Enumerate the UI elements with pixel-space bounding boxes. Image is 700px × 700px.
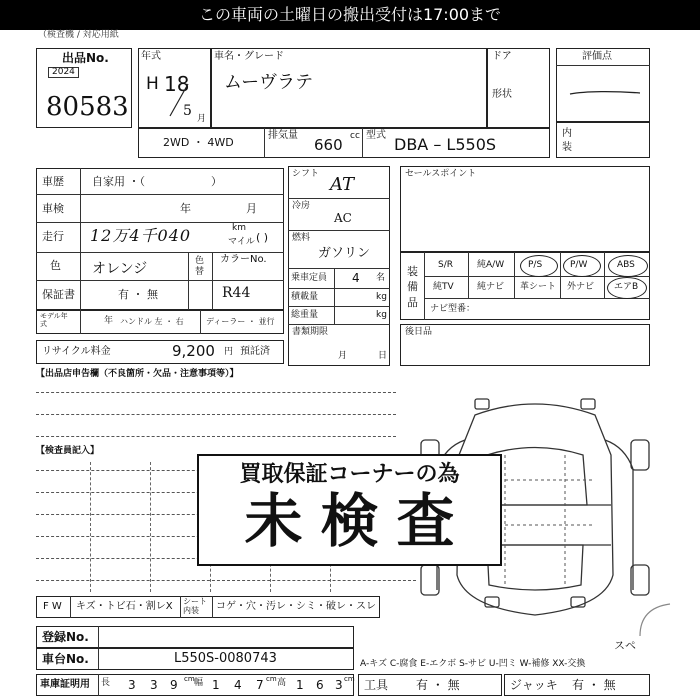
fuel-value: ガソリン	[318, 246, 371, 261]
warranty-value: 有 ・ 無	[118, 288, 158, 301]
inspector-label: 【検査員記入】	[36, 446, 100, 456]
equip-aw: 純A/W	[477, 260, 505, 270]
circle-ps	[520, 255, 558, 277]
cert-v1: 3	[128, 678, 136, 692]
rating-label: 評価点	[582, 51, 612, 62]
mileage-unit-km: km	[232, 223, 246, 233]
cert-u6: cm	[344, 675, 355, 683]
cert-v6: 7	[256, 678, 264, 692]
cert-u4: cm	[266, 675, 277, 683]
model-year-handle: ハンドル 左 ・ 右	[120, 317, 184, 326]
cert-v9: 3	[335, 678, 343, 692]
type-label: 型式	[366, 130, 386, 141]
damage-legend: A-キズ C-腐食 E-エクボ S-サビ U-凹ミ W-補修 XX-交換	[360, 659, 586, 669]
equip-sr: S/R	[438, 260, 453, 270]
weight-unit: kg	[376, 310, 387, 320]
overlay-line2: 未検査	[244, 487, 473, 555]
equip-navi: 純ナビ	[477, 282, 505, 292]
load-label: 積載量	[291, 292, 319, 302]
color-code-label: カラーNo.	[220, 254, 267, 265]
fw-label: F W	[43, 601, 62, 612]
tools-value: 有 ・ 無	[416, 678, 460, 692]
cert-v4: 1	[212, 678, 220, 692]
equipment-label: 装備品	[407, 265, 418, 309]
equip-pw: P/W	[570, 260, 588, 270]
cert-v7: 1	[296, 678, 304, 692]
model-year-year: 年	[104, 316, 114, 326]
recycle-label: リサイクル料金	[42, 346, 111, 357]
weight-label: 総重量	[291, 310, 319, 320]
lot-stamp: 2024	[48, 67, 79, 78]
history-label: 車歴	[42, 175, 64, 188]
equip-leather: 革シート	[520, 282, 557, 292]
cert-v5: 4	[234, 678, 242, 692]
equip-airbag: エアB	[614, 282, 639, 292]
capacity-label: 乗車定員	[291, 273, 328, 283]
recycle-status: 預託済	[240, 346, 270, 357]
recycle-value: 9,200	[172, 342, 215, 360]
overlay-line1: 買取保証コーナーの為	[239, 462, 460, 487]
displacement-label: 排気量	[268, 130, 298, 141]
inspection-month: 月	[246, 202, 257, 215]
banner-text: この車両の土曜日の搬出受付は17:00まで	[198, 5, 502, 24]
lot-number: 80583	[46, 92, 129, 122]
equip-ext-navi: 外ナビ	[567, 282, 595, 292]
capacity-value: 4	[352, 271, 360, 285]
shift-label: シフト	[292, 169, 320, 179]
circle-pw	[563, 255, 601, 277]
doc-deadline-day: 日	[378, 351, 388, 361]
navi-model-label: ナビ型番：	[430, 304, 476, 314]
circle-airbag	[607, 277, 647, 299]
doc-deadline-month: 月	[338, 351, 348, 361]
cert-u1: 長	[101, 678, 111, 688]
inspection-year: 年	[180, 202, 191, 215]
type-value: DBA – L550S	[394, 135, 497, 154]
fw-text: キズ・トビ石・割レX	[76, 601, 173, 612]
shift-value: AT	[330, 174, 355, 195]
lot-label: 出品No.	[62, 51, 109, 65]
shape-label: 形状	[492, 89, 512, 100]
mileage-unit-mile: マイル	[228, 237, 255, 247]
equip-abs: ABS	[617, 260, 635, 270]
seller-declaration-label: 【出品店申告欄（不良箇所・欠品・注意事項等）】	[36, 369, 239, 379]
model-value: ムーヴラテ	[224, 72, 314, 93]
spe-fragment: スペ	[614, 639, 636, 652]
cooler-label: 冷房	[292, 201, 311, 211]
color-code: R44	[222, 285, 251, 301]
equip-ps: P/S	[528, 260, 543, 270]
mileage-label: 走行	[42, 230, 64, 243]
year-value: 18	[164, 72, 190, 96]
displacement-unit: cc	[350, 131, 360, 141]
model-year-label: モデル年式	[40, 312, 68, 328]
warranty-label: 保証書	[42, 288, 75, 301]
model-label: 車名・グレード	[214, 51, 284, 62]
chassis-value: L550S-0080743	[174, 651, 277, 666]
cert-u2: cm	[184, 675, 195, 683]
post-entry-label: 後日品	[405, 327, 433, 337]
interior-label: 内装	[562, 128, 572, 153]
drive-label: 2WD ・ 4WD	[163, 136, 234, 149]
capacity-unit: 名	[376, 273, 386, 283]
cooler-value: AC	[334, 211, 352, 225]
cert-v8: 6	[316, 678, 324, 692]
color-value: オレンジ	[92, 261, 148, 277]
tools-label: 工具	[364, 678, 389, 692]
year-label: 年式	[141, 51, 161, 62]
cert-v3: 9	[170, 678, 178, 692]
year-month-unit: 月	[197, 114, 207, 124]
banner	[0, 0, 700, 30]
chassis-label: 車台No.	[42, 652, 89, 666]
post-entry-box	[400, 324, 650, 366]
jack-label: ジャッキ	[510, 678, 558, 692]
seat-text: コゲ・穴・汚レ・シミ・破レ・スレ	[216, 601, 376, 612]
cert-label: 車庫証明用	[40, 679, 90, 690]
equip-tv: 純TV	[433, 282, 454, 292]
fuel-label: 燃料	[292, 233, 311, 243]
year-month: 5	[183, 103, 192, 119]
color-sub: 色替	[195, 256, 205, 277]
cert-v2: 3	[150, 678, 158, 692]
mileage-value: 12万4千040	[90, 226, 192, 245]
top-fragment: （検査機 / 対応用紙	[38, 30, 119, 40]
inspection-label: 車検	[42, 202, 64, 215]
jack-value: 有 ・ 無	[572, 678, 616, 692]
year-era: H	[146, 74, 159, 94]
seat-label: シート内装	[183, 597, 207, 615]
displacement-value: 660	[314, 136, 343, 154]
cert-u3: 幅	[194, 678, 204, 688]
load-unit: kg	[376, 292, 387, 302]
doc-deadline-label: 書類期限	[292, 327, 329, 337]
model-year-dealer: ディーラー ・ 並行	[206, 317, 275, 326]
door-label: ドア	[492, 51, 512, 62]
cert-u5: 高	[277, 678, 287, 688]
rating-mark	[566, 82, 644, 102]
recycle-unit: 円	[224, 347, 234, 357]
color-label: 色	[50, 259, 61, 272]
history-value: 自家用 ・（ ）	[92, 175, 222, 188]
sales-point-label: セールスポイント	[405, 169, 477, 179]
registration-label: 登録No.	[42, 630, 89, 644]
circle-abs	[608, 255, 648, 277]
partial-circle	[600, 596, 700, 646]
